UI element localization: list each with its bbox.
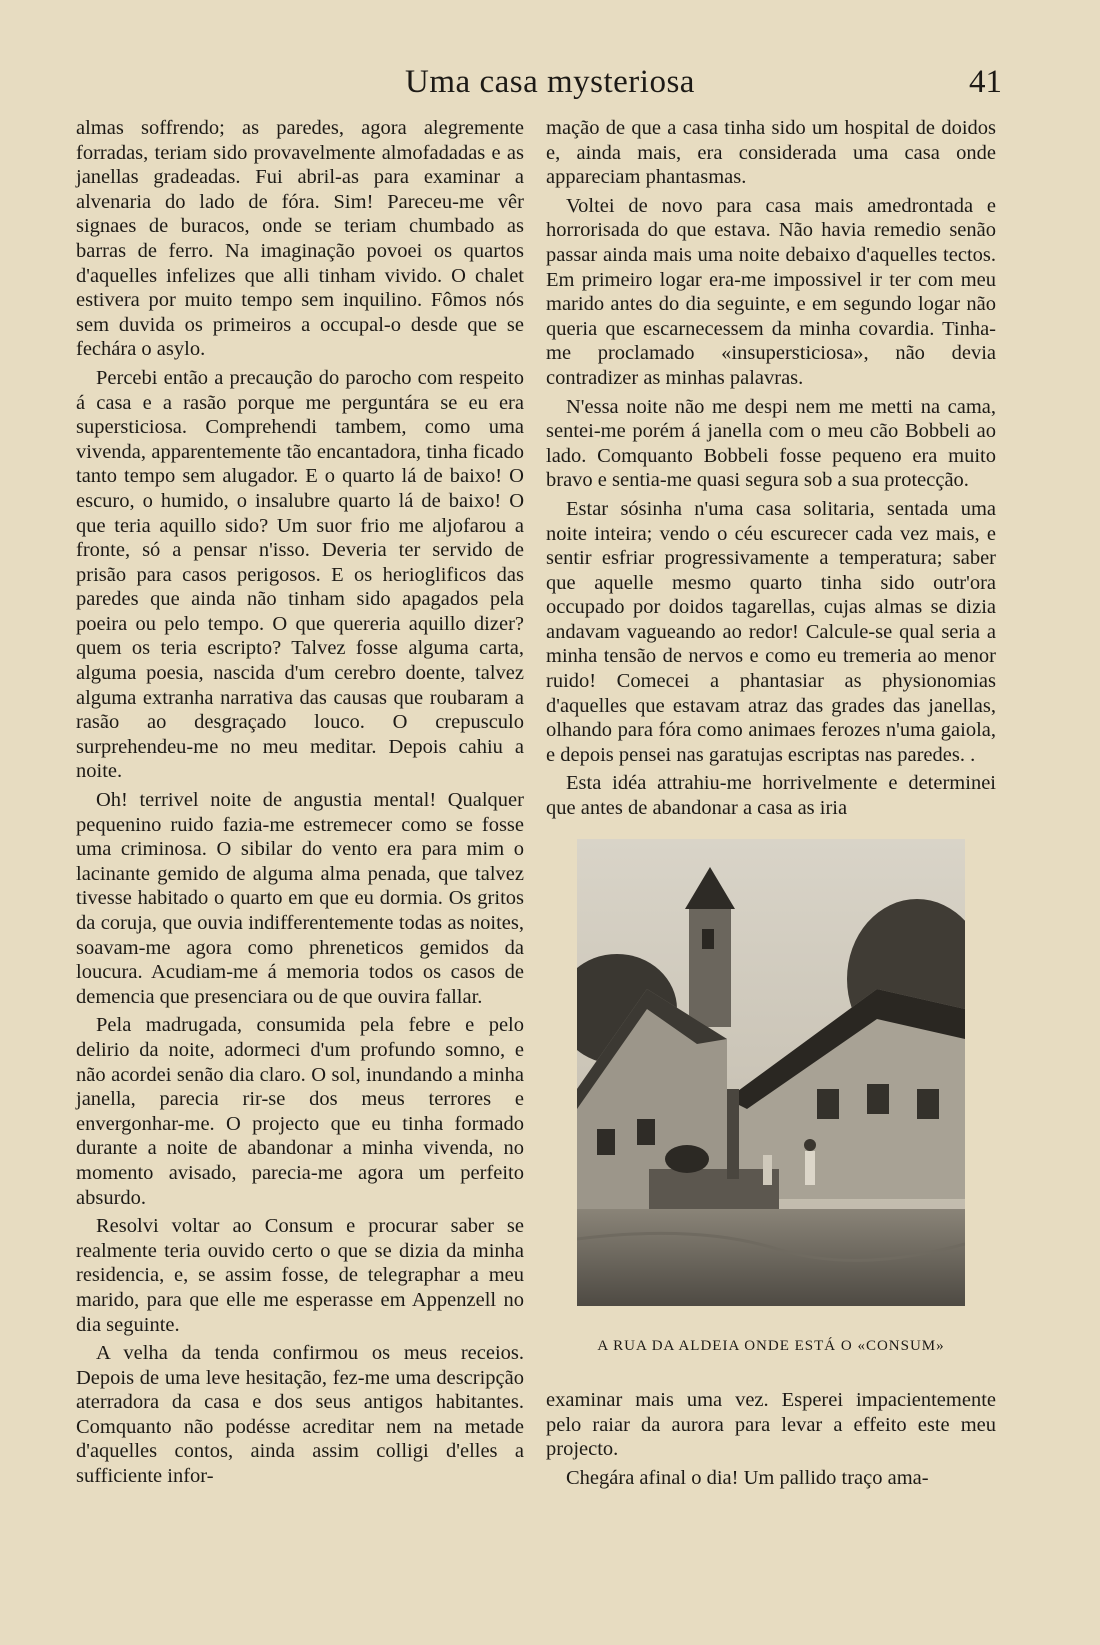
paragraph: Chegára afinal o dia! Um pallido traço ama-: [566, 1467, 929, 1489]
paragraph: almas soffrendo; as paredes, agora alegremente forradas, teriam sido provavelmente almofadadas e as janellas gradeadas. Fui abril-as para examinar a alvenaria do lado de fóra. Sim! Pareceu-me vêr signaes de buracos, onde se teriam chumbado as barras de ferro. Na imaginação povoei os quartos d'aquelles infelizes que alli tinham vivido. O chalet estivera por muito tempo sem inquilino. Fômos nós sem duvida os primeiros a occupal-o desde que se fechára o asylo.: [76, 117, 524, 361]
right-column: [546, 116, 996, 1491]
paragraph: Estar sósinha n'uma casa solitaria, sentada uma noite inteira; vendo o céu escurecer cada vez mais, e sentir esfriar progressivamente a temperatura; saber que aquelle mesmo quarto tinha sido outr'ora occupado por doidos tagarellas, cujas almas se dizia andavam vagueando ao redor! Calcule-se qual seria a minha tensão de nervos e como eu tremeria ao menor ruido! Comecei a phantasiar as physionomias d'aquelles que estavam atraz das grades das janellas, olhando para fóra como animaes ferozes n'uma gaiola, e depois pensei nas garatujas escriptas nas paredes. .: [546, 497, 996, 766]
paragraph: Voltei de novo para casa mais amedrontada e horrorisada do que estava. Não havia remedio senão passar ainda mais uma noite debaixo d'aquelles tectos. Em primeiro logar era-me impossivel ir ter com meu marido antes do dia seguinte, e em segundo logar não queria que escarnecessem da minha covardia. Tinha-me proclamado «insupersticiosa», não devia contradizer as minhas palavras.: [546, 194, 996, 389]
paragraph: N'essa noite não me despi nem me metti na cama, sentei-me porém á janella com o meu cão Bobbeli ao lado. Comquanto Bobbeli fosse pequeno era muito bravo e sentia-me quasi segura sob a sua protecção.: [546, 395, 996, 492]
paragraph: Resolvi voltar ao Consum e procurar saber se realmente teria ouvido certo o que se dizia da minha residencia, e, se assim fosse, de telegraphar a meu marido, para que elle me esperasse em Appenzell no dia seguinte.: [76, 1215, 524, 1336]
paragraph: Percebi então a precaução do parocho com respeito á casa e a rasão porque me perguntára se eu era supersticiosa. Comprehendi tambem, como uma vivenda, apparentemente tão encantadora, tinha ficado tanto tempo sem alugador. E o quarto lá de baixo! O escuro, o humido, o insalubre quarto lá de baixo! O que teria aquillo sido? Um suor frio me aljofarou a fronte, só a pensar n'isso. Deveria ter servido de prisão para casos perigosos. E os herioglificos das paredes que ainda não tinham sido apagados pela poeira ou pelo tempo. O que quereria aquillo dizer? quem os teria escripto? Talvez fosse alguma carta, alguma poesia, nascida d'um cerebro doente, talvez alguma extranha narrativa das causas que roubaram a rasão ao desgraçado louco. O crepusculo surprehendeu-me no meu meditar. Depois cahiu a noite.: [76, 366, 524, 783]
paragraph: Pela madrugada, consumida pela febre e pelo delirio da noite, adormeci d'um profundo somno, e não acordei senão dia claro. O sol, inundando a minha janella, parecia rir-se dos meus terrores e envergonhar-me. O projecto que eu tinha formado durante a noite de abandonar a minha vivenda, no momento avisado, parecia-me agora um perfeito absurdo.: [76, 1014, 524, 1209]
paragraph: Oh! terrivel noite de angustia mental! Qualquer pequenino ruido fazia-me estremecer como se fosse uma criminosa. O sibilar do vento era para mim o lacinante gemido de alguma alma penada, que talvez tivesse habitado o quarto em que eu dormia. Os gritos da coruja, que ouvia indifferentemente todas as noites, soavam-me agora como phreneticos gemidos da loucura. Acudiam-me á memoria todos os casos de demencia que presenciara ou de que ouvira fallar.: [76, 789, 524, 1008]
village-street-photo: [577, 839, 965, 1306]
paragraph: mação de que a casa tinha sido um hospital de doidos e, ainda mais, era considerada uma casa onde appareciam phantasmas.: [546, 117, 996, 189]
paragraph: examinar mais uma vez. Esperei impacientemente pelo raiar da aurora para levar a effeito este meu projecto.: [546, 1389, 996, 1461]
left-column: [76, 116, 524, 1489]
figure-caption: A RUA DA ALDEIA ONDE ESTÁ O «CONSUM»: [597, 1337, 945, 1354]
paragraph: Esta idéa attrahiu-me horrivelmente e determinei que antes de abandonar a casa as iria: [546, 772, 996, 820]
running-title: Uma casa mysteriosa: [405, 64, 695, 100]
continuation-text: [546, 1388, 996, 1490]
figure: [546, 839, 996, 1359]
paragraph: A velha da tenda confirmou os meus receios. Depois de uma leve hesitação, fez-me uma descripção aterradora da casa e dos seus antigos habitantes. Comquanto não podésse acreditar nem na metade d'aquelles contos, ainda assim colligi d'elles a sufficiente infor-: [76, 1342, 524, 1488]
page-number: 41: [969, 64, 1002, 100]
